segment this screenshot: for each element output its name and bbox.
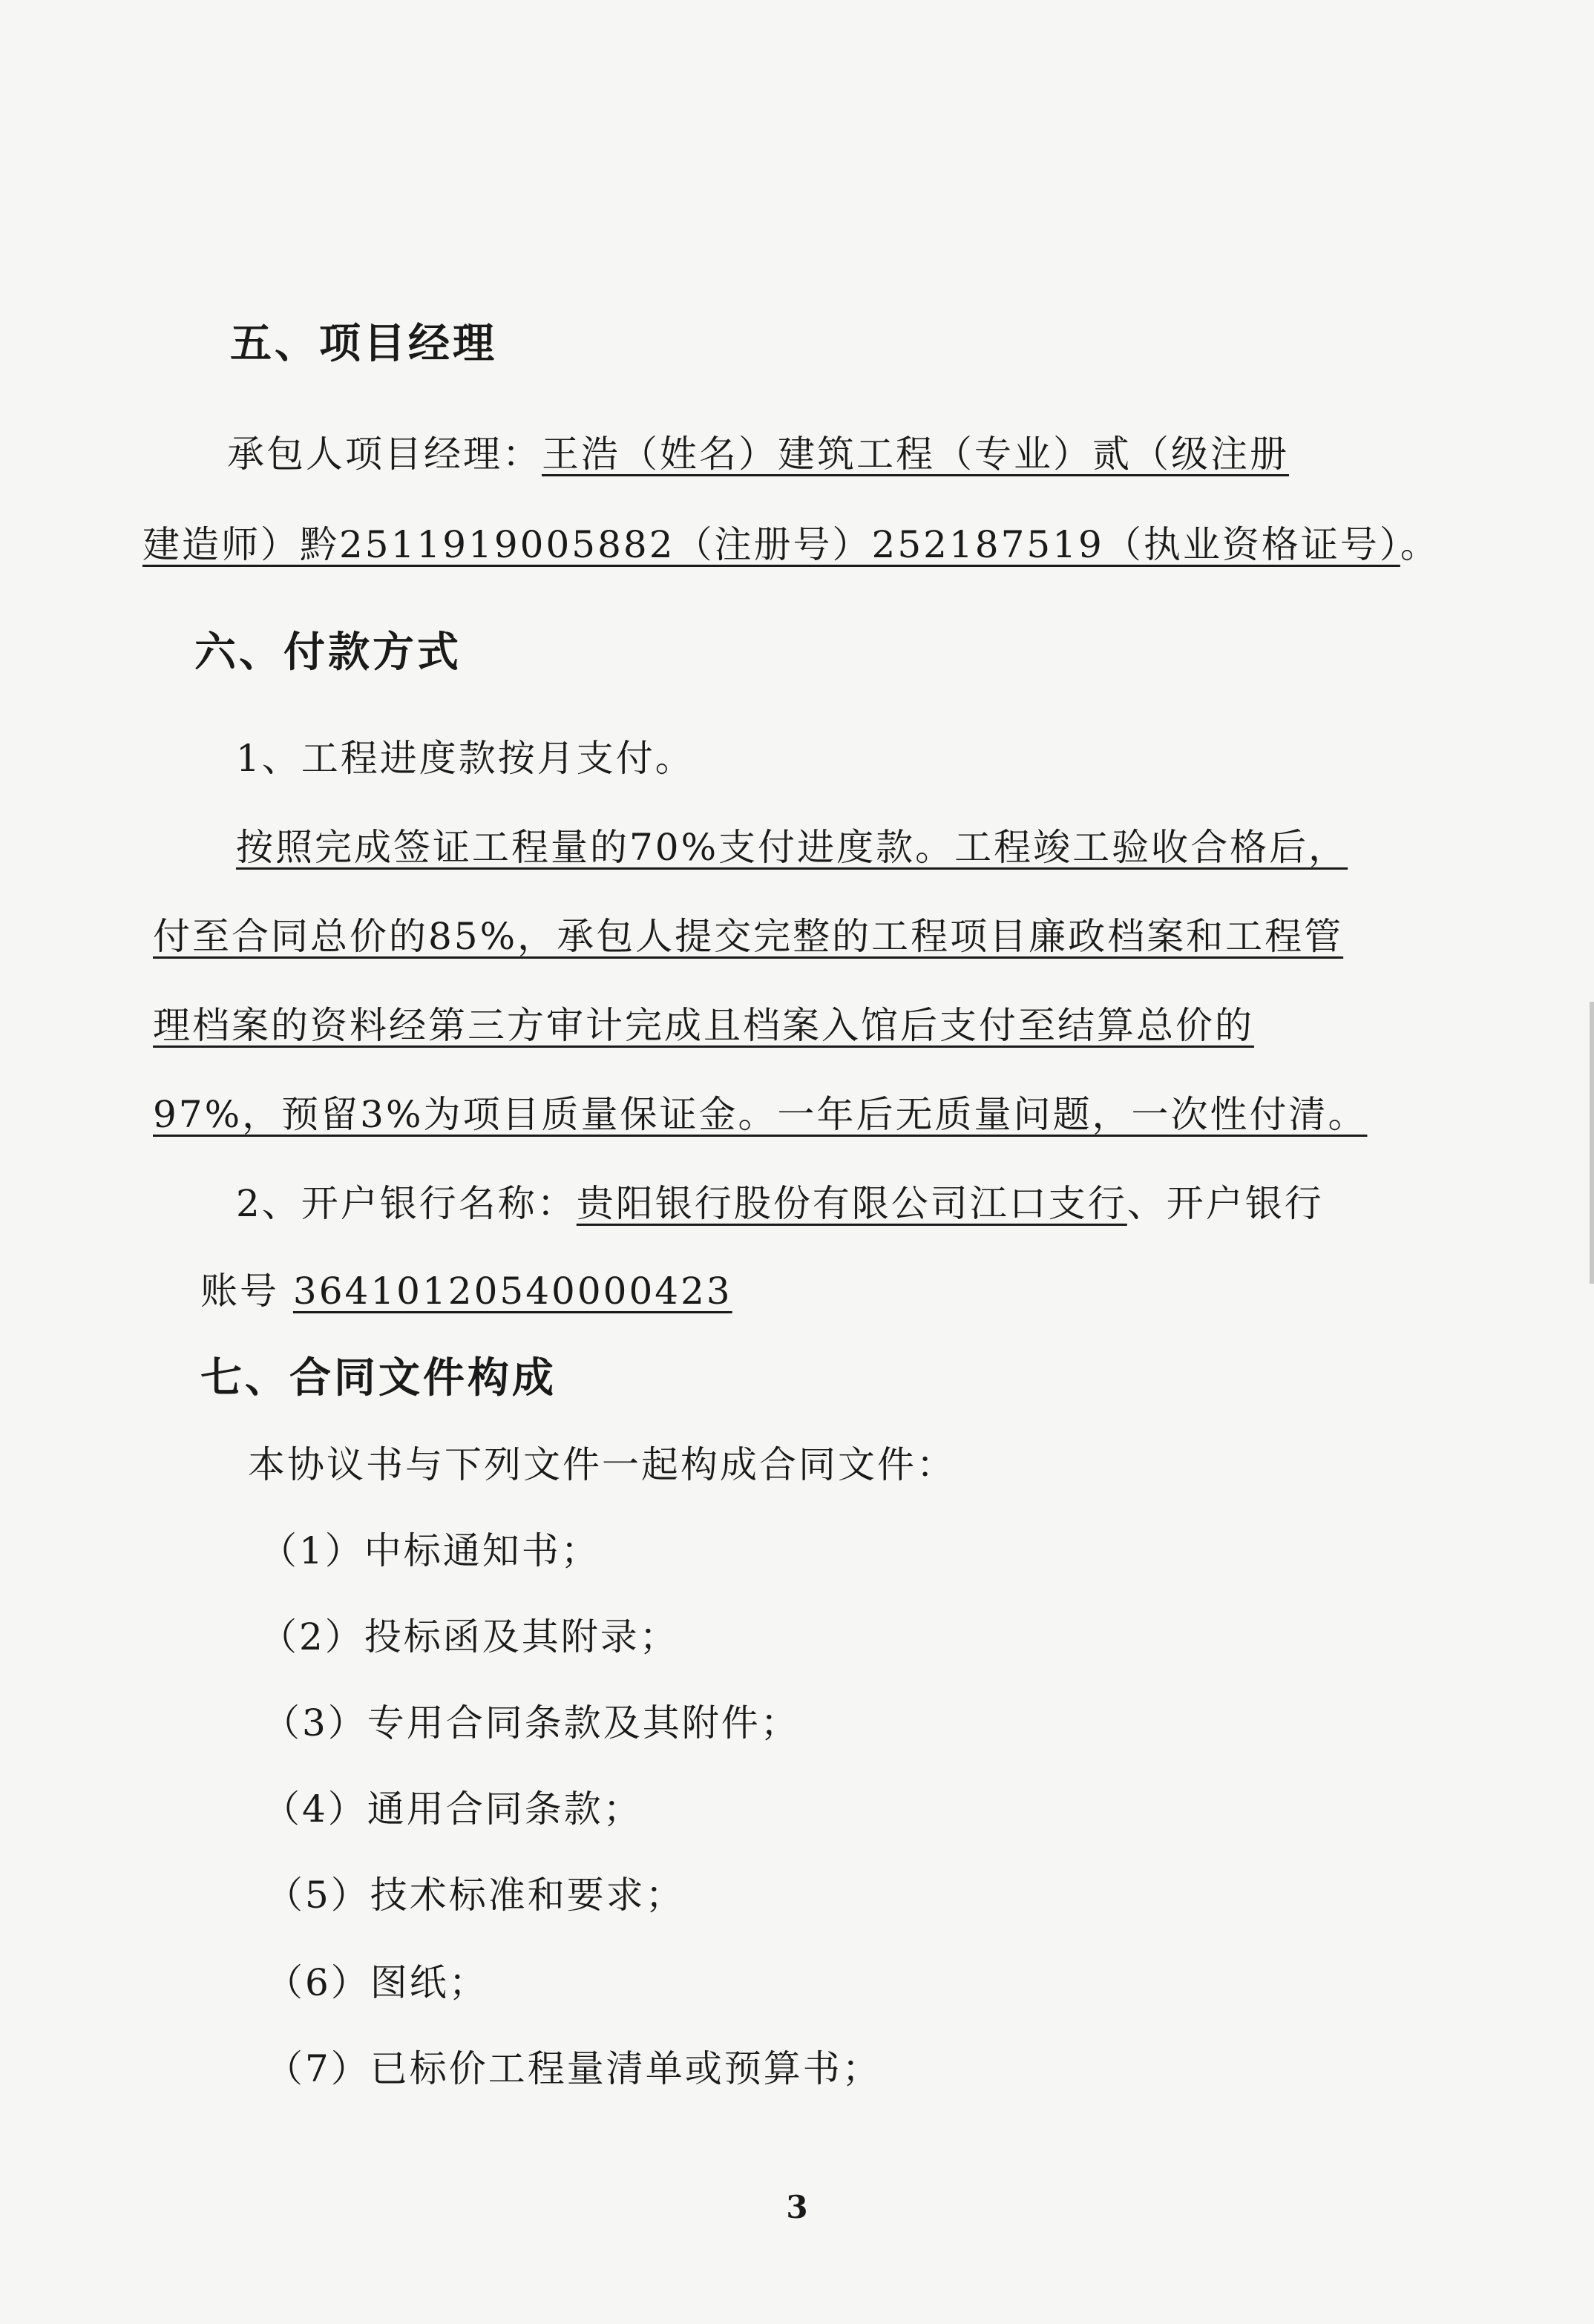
payment-item-1: 1、工程进度款按月支付。 <box>236 737 695 780</box>
manager-paragraph-line2 <box>142 521 1440 568</box>
payment-terms-line1: 按照完成签证工程量的70%支付进度款。工程竣工验收合格后， <box>236 826 1348 869</box>
section-heading-project-manager: 五、项目经理 <box>230 320 497 368</box>
manager-detail-end: 。 <box>1400 523 1440 566</box>
payment-terms-line3: 理档案的资料经第三方审计完成且档案入馆后支付至结算总价的 <box>153 1004 1254 1047</box>
section-heading-contract-documents: 七、合同文件构成 <box>200 1354 557 1402</box>
manager-detail-line2: 建造师）黔2511919005882（注册号）252187519（执业资格证号） <box>142 523 1400 566</box>
scan-edge-shadow <box>1590 1002 1594 1284</box>
page-number: 3 <box>786 2189 808 2225</box>
manager-paragraph-line1 <box>227 430 1289 478</box>
account-number: 36410120540000423 <box>292 1270 732 1313</box>
contract-document-item: （5）技术标准和要求； <box>266 1874 685 1917</box>
contract-document-item: （3）专用合同条款及其附件； <box>263 1701 800 1744</box>
account-line <box>200 1267 732 1315</box>
account-label: 账号 <box>200 1270 279 1313</box>
bank-name: 贵阳银行股份有限公司江口支行 <box>576 1182 1127 1225</box>
manager-label: 承包人项目经理： <box>227 433 542 476</box>
bank-label: 2、开户银行名称： <box>236 1182 577 1225</box>
contract-document-item: （7）已标价工程量清单或预算书； <box>266 2047 882 2090</box>
contract-document-item: （4）通用合同条款； <box>263 1788 643 1831</box>
contract-document-item: （1）中标通知书； <box>260 1529 600 1572</box>
contract-documents-intro: 本协议书与下列文件一起构成合同文件： <box>248 1443 956 1486</box>
payment-terms-line4: 97%，预留3%为项目质量保证金。一年后无质量问题，一次性付清。 <box>153 1093 1368 1136</box>
contract-document-item: （2）投标函及其附录； <box>260 1615 679 1658</box>
manager-detail-line1: 王浩（姓名）建筑工程（专业）贰（级注册 <box>542 433 1289 476</box>
section-heading-payment: 六、付款方式 <box>194 628 462 677</box>
contract-document-item: （6）图纸； <box>266 1961 488 2004</box>
bank-account-label-start: 、开户银行 <box>1126 1182 1324 1225</box>
bank-line <box>236 1180 1324 1227</box>
payment-terms-line2: 付至合同总价的85%，承包人提交完整的工程项目廉政档案和工程管 <box>153 915 1344 958</box>
